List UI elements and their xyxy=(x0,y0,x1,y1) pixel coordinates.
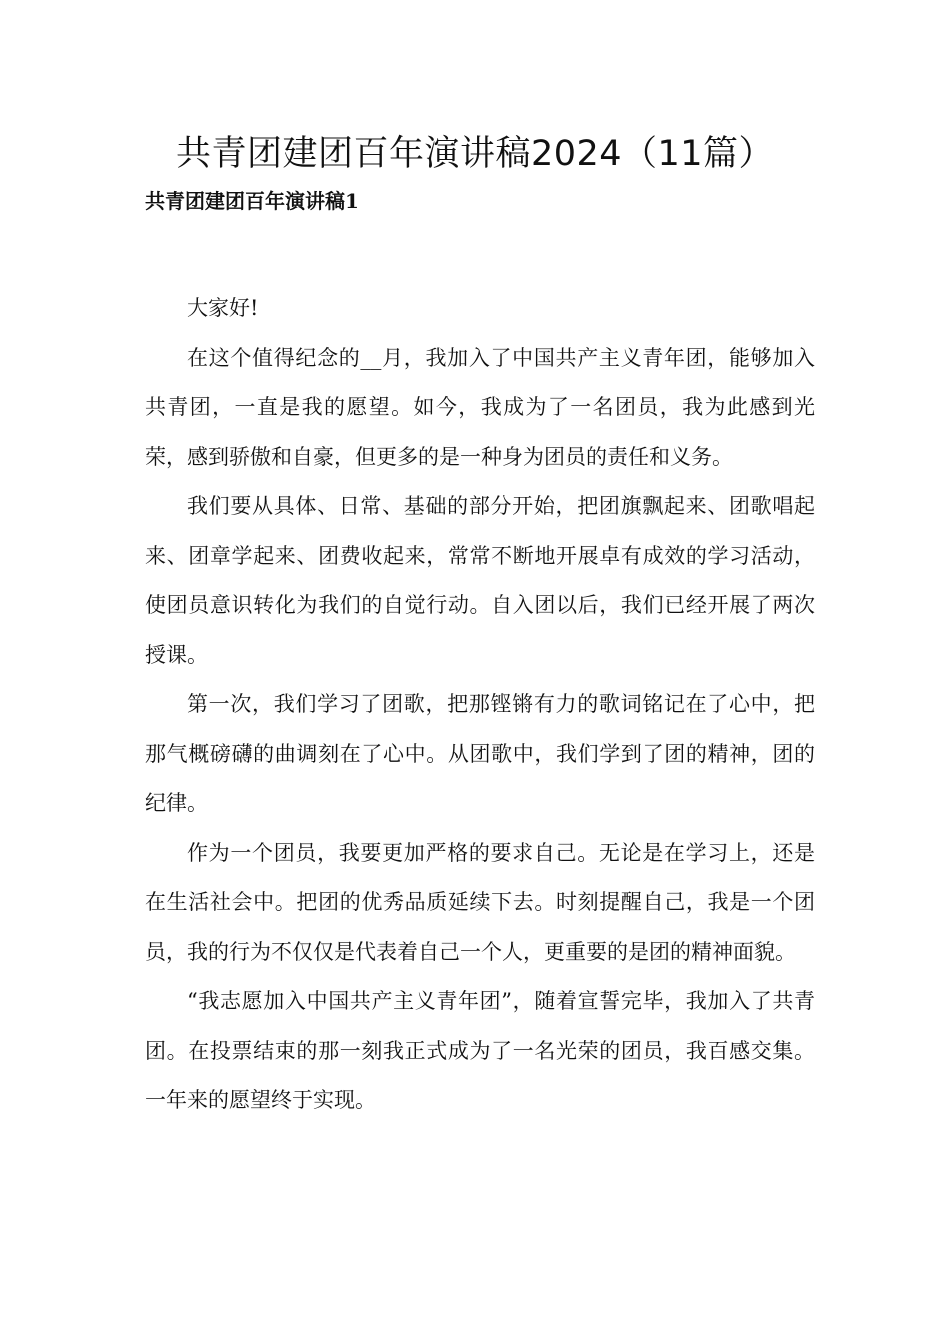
paragraph: “我志愿加入中国共产主义青年团”，随着宣誓完毕，我加入了共青团。在投票结束的那一刻我正式成为了一名光荣的团员，我百感交集。一年来的愿望终于实现。 xyxy=(145,989,815,1112)
paragraph: 作为一个团员，我要更加严格的要求自己。无论是在学习上，还是在生活社会中。把团的优秀品质延续下去。时刻提醒自己，我是一个团员，我的行为不仅仅是代表着自己一个人，更重要的是团的精神面貌。 xyxy=(145,840,815,964)
paragraph: 大家好! xyxy=(187,296,259,320)
paragraph: 在这个值得纪念的__月，我加入了中国共产主义青年团，能够加入共青团，一直是我的愿望。如今，我成为了一名团员，我为此感到光荣，感到骄傲和自豪，但更多的是一种身为团员的责任和义务。 xyxy=(145,345,815,469)
paragraph: 我们要从具体、日常、基础的部分开始，把团旗飘起来、团歌唱起来、团章学起来、团费收起来，常常不断地开展卓有成效的学习活动，使团员意识转化为我们的自觉行动。自入团以后，我们已经开展了两次授课。 xyxy=(145,494,815,667)
paragraph: 第一次，我们学习了团歌，把那铿锵有力的歌词铭记在了心中，把那气概磅礴的曲调刻在了心中。从团歌中，我们学到了团的精神，团的纪律。 xyxy=(145,692,815,815)
document-title: 共青团建团百年演讲稿2024（11篇） xyxy=(175,134,775,174)
document-body xyxy=(145,284,815,1126)
document-subtitle: 共青团建团百年演讲稿1 xyxy=(145,189,359,213)
